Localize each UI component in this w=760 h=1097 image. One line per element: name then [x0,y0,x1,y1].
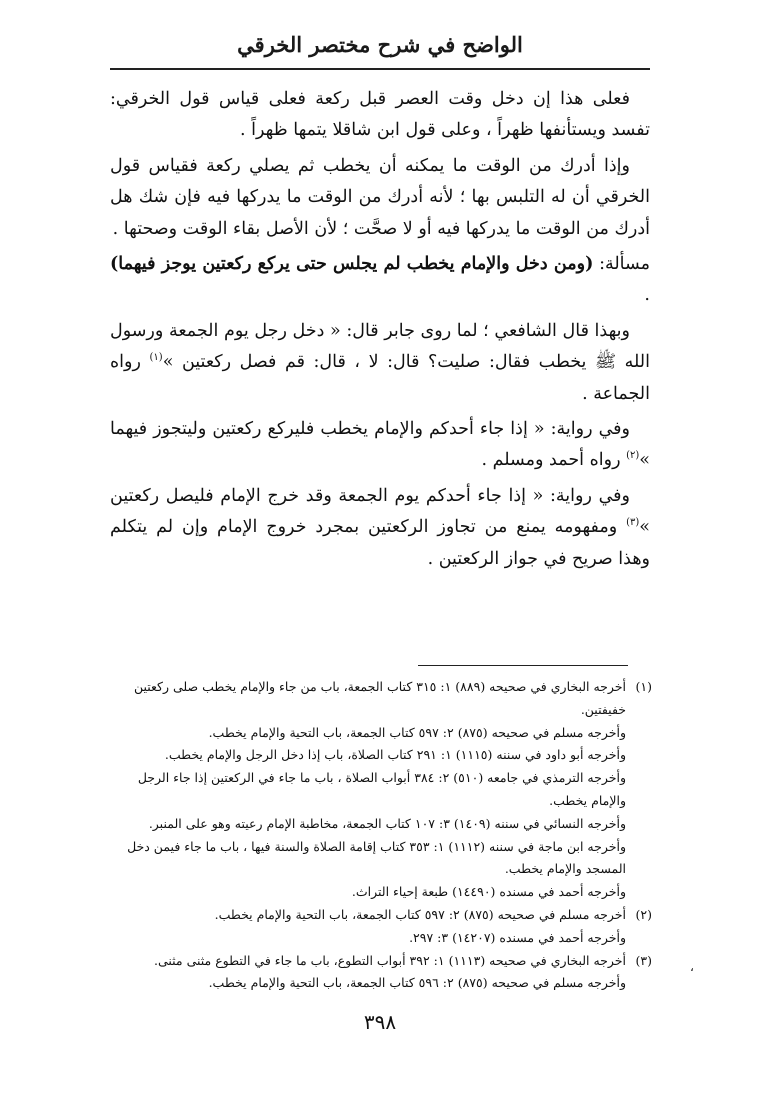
masala-label: مسألة: [593,254,651,275]
paragraph-5-text: وفي رواية: « إذا جاء أحدكم والإمام يخطب فليركع ركعتين وليتجوز فيهما » [110,419,650,471]
footnote-ref-2[interactable]: (٢) [626,450,640,462]
footnote-text: وأخرجه ابن ماجة في سننه (١١١٢) ١: ٣٥٣ كتاب إقامة الصلاة والسنة فيها ، باب ما جاء فيمن دخل المسجد والإمام يخطب. [127,838,626,877]
footnote-text: وأخرجه مسلم في صحيحه (٨٧٥) ٢: ٥٩٦ كتاب الجمعة، باب التحية والإمام يخطب. [208,975,626,991]
paragraph-1: فعلى هذا إن دخل وقت العصر قبل ركعة فعلى قياس قول الخرقي: تفسد ويستأنفها ظهراً ، وعلى قول ابن شاقلا يتمها ظهراً . [110,89,650,141]
footnote-text: وأخرجه أبو داود في سننه (١١١٥) ١: ٢٩١ كتاب الصلاة، باب إذا دخل الرجل والإمام يخطب. [164,747,626,763]
footnote-2 [108,904,652,950]
footnote-text: وأخرجه أحمد في مسنده (١٤٢٠٧) ٣: ٢٩٧. [409,929,626,945]
main-text [110,84,650,579]
footnote-rule [418,665,628,666]
footnote-text: أخرجه البخاري في صحيحه (٨٨٩) ١: ٣١٥ كتاب الجمعة، باب من جاء والإمام يخطب صلى ركعتين خفيفتين. [133,679,626,717]
footnote-number: (٢) [635,906,652,922]
masala-text: (ومن دخل والإمام يخطب لم يجلس حتى يركع ركعتين يوجز فيهما) [110,254,594,275]
running-header-title: الواضح في شرح مختصر الخرقي [237,32,523,57]
paragraph-6-tail: ومفهومه يمنع من تجاوز الركعتين بمجرد خروج الإمام وإن لم يتكلم وهذا صريح في جواز الركعتين . [110,517,650,569]
footnote-text: وأخرجه مسلم في صحيحه (٨٧٥) ٢: ٥٩٧ كتاب الجمعة، باب التحية والإمام يخطب. [208,724,626,740]
header-rule [110,68,650,70]
paragraph-6 [110,481,650,575]
footnote-number: (١) [635,679,652,694]
paragraph-4 [110,316,650,410]
paragraph-4-text: وبهذا قال الشافعي ؛ لما روى جابر قال: « دخل رجل يوم الجمعة ورسول الله ﷺ يخطب فقال: صليت؟ قال: لا ، قال: قم فصل ركعتين » [110,320,651,373]
paragraph-5 [110,414,650,477]
footnote-ref-1[interactable]: (١) [149,352,163,364]
footnote-3 [108,950,652,996]
footnote-text: أخرجه مسلم في صحيحه (٨٧٥) ٢: ٥٩٧ كتاب الجمعة، باب التحية والإمام يخطب. [214,906,626,922]
footnote-3-line [108,950,652,973]
footnotes [108,676,652,995]
paragraph-5-tail: رواه أحمد ومسلم . [481,450,627,471]
footnote-text: أخرجه البخاري في صحيحه (١١١٣) ١: ٣٩٢ أبواب التطوع، باب ما جاء في التطوع مثنى مثنى. [153,952,626,968]
margin-mark: ، [690,960,694,974]
paragraph-6-text: وفي رواية: « إذا جاء أحدكم يوم الجمعة وقد خرج الإمام فليصل ركعتين » [110,485,650,538]
footnote-number: (٣) [635,952,652,968]
footnote-text: وأخرجه أحمد في مسنده (١٤٤٩٠) طبعة إحياء التراث. [351,884,626,900]
footnote-1-line [108,676,652,722]
footnote-text: وأخرجه الترمذي في جامعه (٥١٠) ٢: ٣٨٤ أبواب الصلاة ، باب ما جاء في الركعتين إذا جاء الرجل والإمام يخطب. [137,770,626,808]
paragraph-4-tail: رواه الجماعة . [110,352,650,404]
footnote-text: وأخرجه النسائي في سننه (١٤٠٩) ٣: ١٠٧ كتاب الجمعة، مخاطبة الإمام رعيته وهو على المنبر. [148,815,626,831]
footnote-1 [108,676,652,904]
footnote-ref-3[interactable]: (٣) [626,517,640,529]
paragraph-masala [110,249,650,312]
paragraph-2: وإذا أدرك من الوقت ما يمكنه أن يخطب ثم يصلي ركعة فقياس قول الخرقي أن له التلبس بها ؛ لأنه أدرك من الوقت ما يدركها فيه فإن شك هل أدرك من الوقت ما يدركها فيه أو لا صحَّت ؛ لأن الأصل بقاء الوقت وصحتها . [110,155,650,239]
masala-end: . [644,285,650,306]
footnote-2-line [108,904,652,927]
page-number: ٣٩٨ [363,1010,397,1034]
